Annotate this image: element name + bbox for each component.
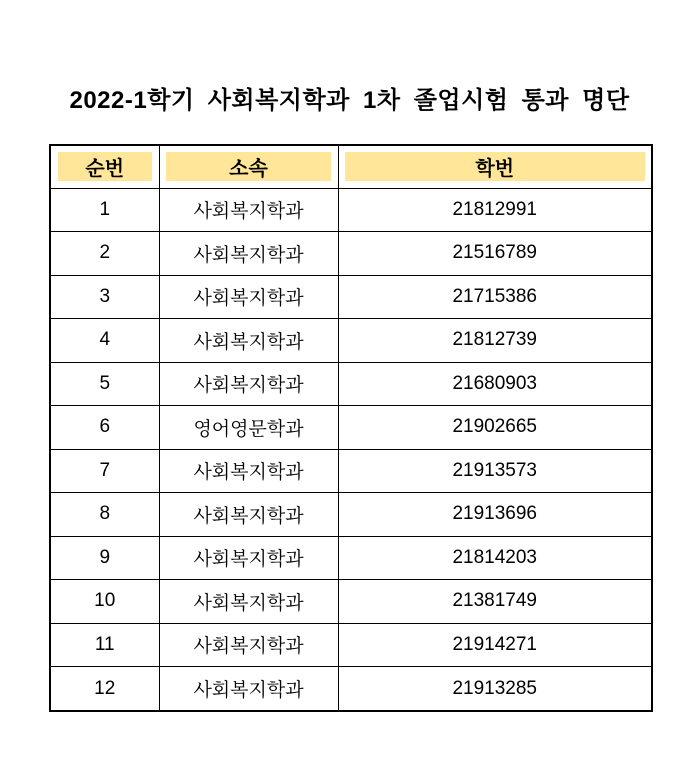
table-row [50, 362, 652, 406]
cell-no: 8 [50, 493, 159, 537]
table-row [50, 319, 652, 363]
cell-id: 21914271 [338, 623, 652, 667]
table-row [50, 449, 652, 493]
cell-no: 11 [50, 623, 159, 667]
cell-id: 21381749 [338, 580, 652, 624]
cell-id: 21516789 [338, 232, 652, 276]
cell-no: 5 [50, 362, 159, 406]
cell-dept: 사회복지학과 [159, 232, 338, 276]
cell-dept: 사회복지학과 [159, 623, 338, 667]
cell-dept: 사회복지학과 [159, 362, 338, 406]
cell-id: 21913285 [338, 667, 652, 711]
table-row [50, 406, 652, 450]
cell-no: 4 [50, 319, 159, 363]
cell-dept: 사회복지학과 [159, 319, 338, 363]
cell-id: 21913573 [338, 449, 652, 493]
page-title: 2022-1학기 사회복지학과 1차 졸업시험 통과 명단 [69, 87, 630, 114]
cell-id: 21814203 [338, 536, 652, 580]
header-highlight-dept: 소속 [166, 152, 331, 181]
table-row [50, 536, 652, 580]
cell-dept: 사회복지학과 [159, 188, 338, 232]
pass-list-table [49, 144, 653, 712]
cell-dept: 사회복지학과 [159, 667, 338, 711]
cell-id: 21715386 [338, 275, 652, 319]
cell-no: 6 [50, 406, 159, 450]
table-row [50, 493, 652, 537]
cell-dept: 사회복지학과 [159, 275, 338, 319]
column-header-dept [159, 145, 338, 188]
cell-id: 21680903 [338, 362, 652, 406]
cell-dept: 사회복지학과 [159, 449, 338, 493]
cell-no: 3 [50, 275, 159, 319]
cell-dept: 사회복지학과 [159, 536, 338, 580]
header-highlight-no: 순번 [58, 152, 153, 181]
cell-id: 21913696 [338, 493, 652, 537]
column-header-no [50, 145, 159, 188]
cell-dept: 영어영문학과 [159, 406, 338, 450]
cell-dept: 사회복지학과 [159, 493, 338, 537]
table-row [50, 580, 652, 624]
cell-dept: 사회복지학과 [159, 580, 338, 624]
cell-id: 21902665 [338, 406, 652, 450]
cell-no: 2 [50, 232, 159, 276]
cell-no: 10 [50, 580, 159, 624]
cell-id: 21812991 [338, 188, 652, 232]
column-header-id [338, 145, 652, 188]
table-header-row [50, 145, 652, 188]
cell-no: 1 [50, 188, 159, 232]
table-row [50, 623, 652, 667]
cell-no: 9 [50, 536, 159, 580]
cell-no: 7 [50, 449, 159, 493]
table-row [50, 232, 652, 276]
cell-id: 21812739 [338, 319, 652, 363]
table-row [50, 275, 652, 319]
table-row [50, 667, 652, 711]
header-highlight-id: 학번 [345, 152, 645, 181]
cell-no: 12 [50, 667, 159, 711]
table-row [50, 188, 652, 232]
